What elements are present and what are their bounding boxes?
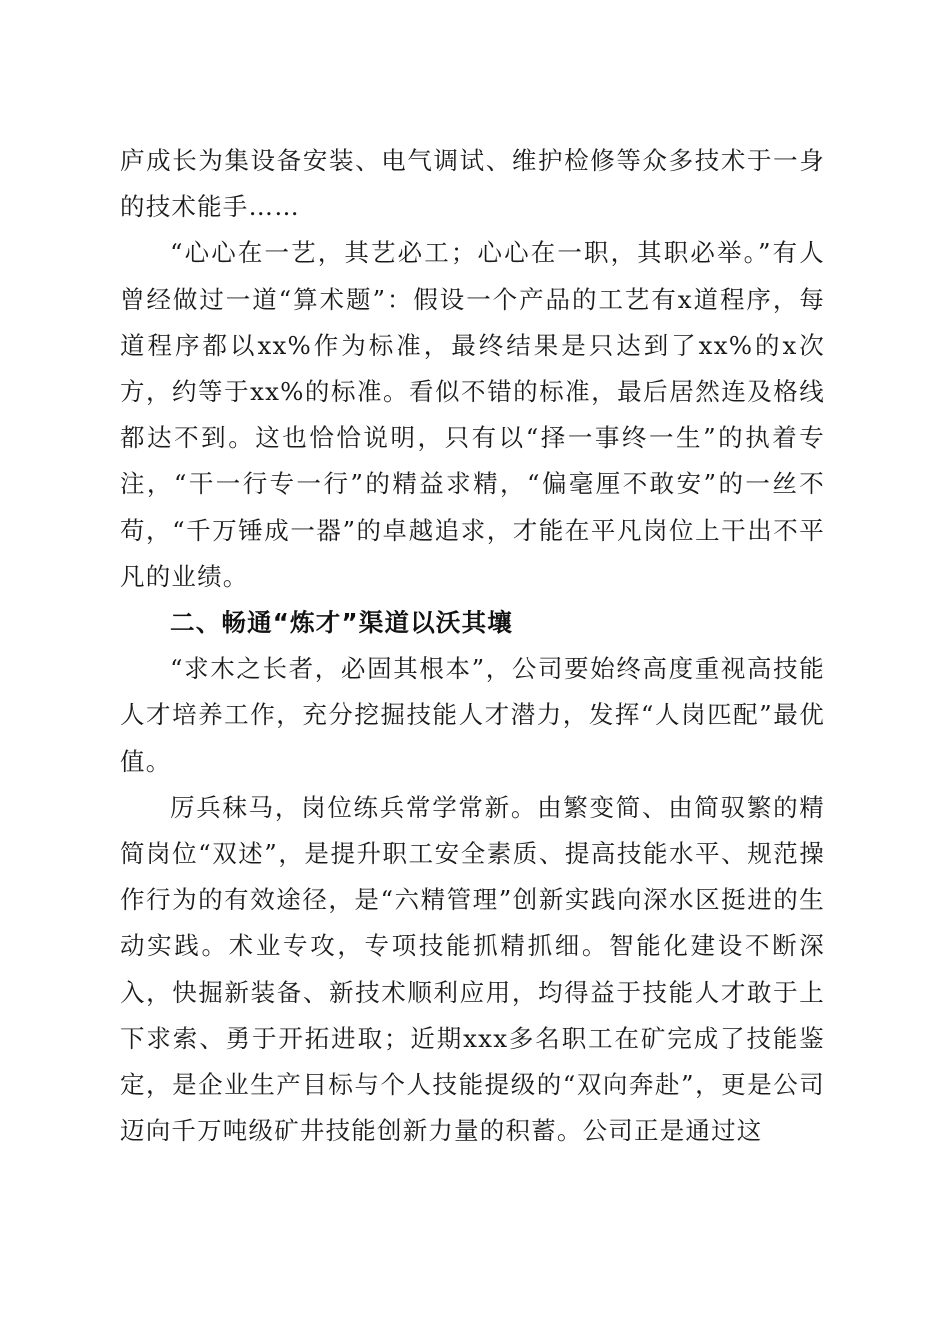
document-body	[120, 138, 825, 1154]
paragraph-craftsmanship: “心心在一艺，其艺必工；心心在一职，其职必举。”有人曾经做过一道“算术题”：假设一个产品的工艺有x道程序，每道程序都以xx%作为标准，最终结果是只达到了xx%的x次方，约等于xx%的标准。看似不错的标准，最后居然连及格线都达不到。这也恰恰说明，只有以“择一事终一生”的执着专注，“干一行专一行”的精益求精，“偏毫厘不敢安”的一丝不苟，“千万锤成一器”的卓越追求，才能在平凡岗位上干出不平凡的业绩。	[120, 238, 825, 591]
paragraph-talent-root: “求木之长者，必固其根本”，公司要始终高度重视高技能人才培养工作，充分挖掘技能人才潜力，发挥“人岗匹配”最优值。	[120, 654, 825, 776]
paragraph-continuation: 庐成长为集设备安装、电气调试、维护检修等众多技术于一身的技术能手……	[120, 146, 825, 222]
paragraph-post-training: 厉兵秣马，岗位练兵常学常新。由繁变简、由简驭繁的精简岗位“双述”，是提升职工安全素质、提高技能水平、规范操作行为的有效途径，是“六精管理”创新实践向深水区挺进的生动实践。术业专攻，专项技能抓精抓细。智能化建设不断深入，快掘新装备、新技术顺利应用，均得益于技能人才敢于上下求索、勇于开拓进取；近期xxx多名职工在矿完成了技能鉴定，是企业生产目标与个人技能提级的“双向奔赴”，更是公司迈向千万吨级矿井技能创新力量的积蓄。公司正是通过这	[120, 792, 825, 1146]
section-heading: 二、畅通“炼才”渠道以沃其壤	[170, 608, 514, 638]
